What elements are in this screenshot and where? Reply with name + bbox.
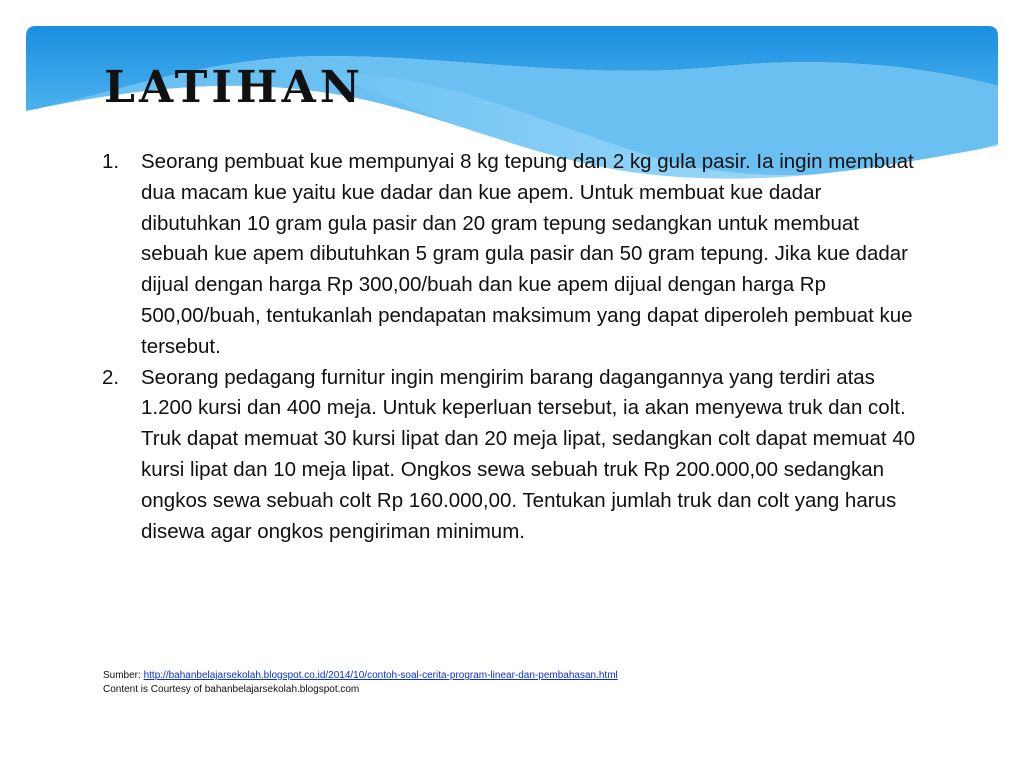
slide-title: LATIHAN: [104, 62, 364, 113]
item-number: 1.: [102, 150, 120, 173]
slide-footer: [103, 669, 618, 697]
item-text: Seorang pembuat kue mempunyai 8 kg tepung dan 2 kg gula pasir. Ia ingin membuat dua macam kue yaitu kue dadar dan kue apem. Untuk membuat kue dadar dibutuhkan 10 gram gula pasir dan 20 gram tepung sedangkan untuk membuat sebuah kue apem dibutuhkan 5 gram gula pasir dan 50 gram tepung. Jika kue dadar dijual dengan harga Rp 300,00/buah dan kue apem dijual dengan harga Rp 500,00/buah, tentukanlah pendapatan maksimum yang dapat diperoleh pembuat kue tersebut.: [141, 150, 914, 358]
item-text: Seorang pedagang furnitur ingin mengirim barang dagangannya yang terdiri atas 1.200 kursi dan 400 meja. Untuk keperluan tersebut, ia akan menyewa truk dan colt. Truk dapat memuat 30 kursi lipat dan 20 meja lipat, sedangkan colt dapat memuat 40 kursi lipat dan 10 meja lipat. Ongkos sewa sebuah truk Rp 200.000,00 sedangkan ongkos sewa sebuah colt Rp 160.000,00. Tentukan jumlah truk dan colt yang harus disewa agar ongkos pengiriman minimum.: [141, 365, 916, 543]
courtesy-text: Content is Courtesy of bahanbelajarsekolah.blogspot.com: [103, 684, 360, 695]
exercise-list: [102, 147, 922, 547]
list-item: [102, 363, 922, 548]
source-label: Sumber:: [103, 670, 144, 681]
item-number: 2.: [102, 365, 120, 389]
source-link[interactable]: http://bahanbelajarsekolah.blogspot.co.id/2014/10/contoh-soal-cerita-program-linear-dan-pembahasan.html: [143, 670, 618, 681]
source-line: [103, 669, 618, 683]
list-item: [102, 147, 922, 363]
